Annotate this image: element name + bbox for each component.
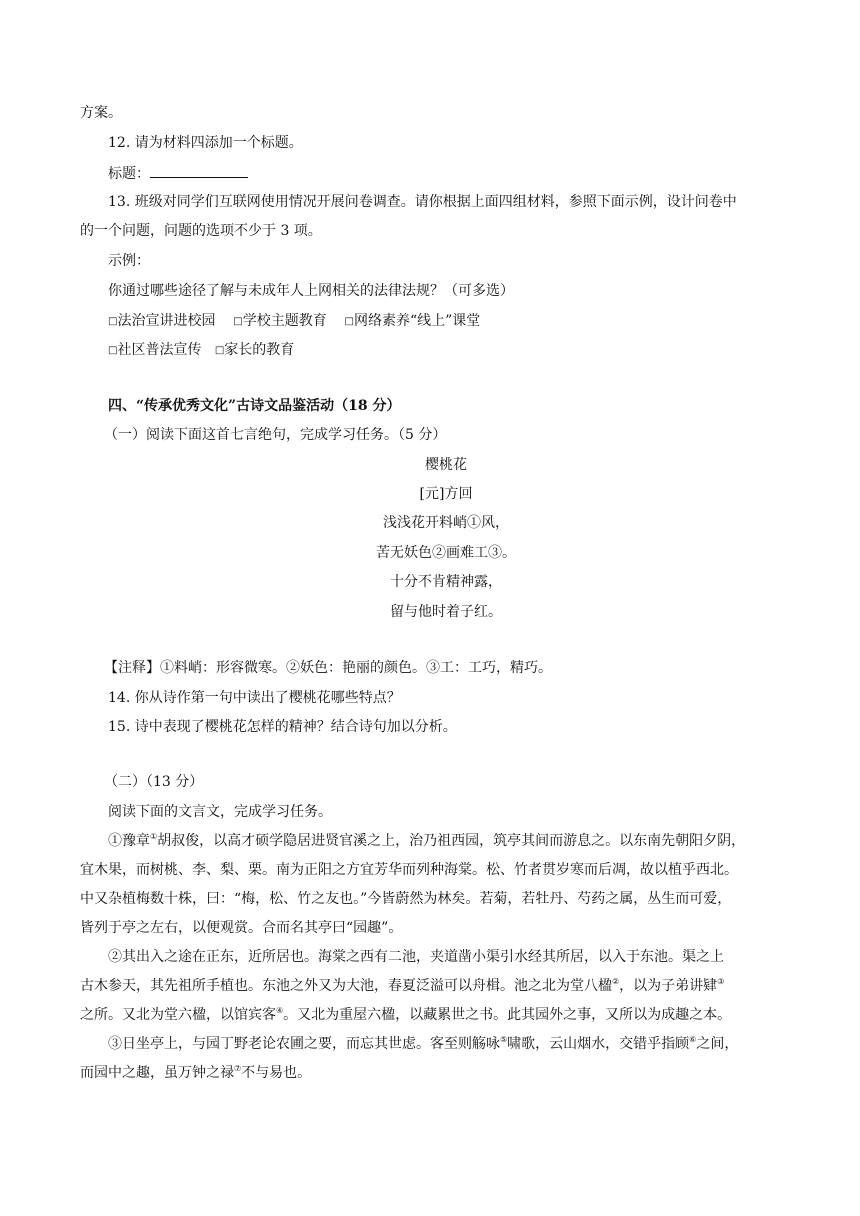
example-question: 你通过哪些途径了解与未成年人上网相关的法律法规？（可多选） (108, 283, 514, 299)
options-row-2 (108, 340, 294, 361)
footnote-marker: ④ (276, 1006, 284, 1015)
classical-p3-line-2 (80, 1063, 311, 1083)
text-segment: ③日坐亭上，与园丁野老论农圃之要，而忘其世虑。客至则觞咏 (108, 1036, 500, 1052)
title-label: 标题： (108, 166, 150, 182)
poem-line-2: 苦无妖色②画难工③。 (376, 545, 516, 561)
text-segment: 啸歌，云山烟水，交错乎指顾 (507, 1036, 690, 1052)
question-14: 14. 你从诗作第一句中读出了樱桃花哪些特点？ (108, 690, 401, 706)
question-12: 12. 请为材料四添加一个标题。 (108, 135, 303, 151)
question-15: 15. 诗中表现了樱桃花怎样的精神？结合诗句加以分析。 (108, 719, 457, 735)
checkbox-icon: □ (108, 316, 118, 327)
text-segment: 。又北为重屋六楹，以藏累世之书。此其园外之事，又所以为成趣之本。 (283, 1007, 732, 1023)
title-answer-line (108, 163, 248, 184)
footnote-marker: ③ (717, 977, 725, 986)
poem-author: [元]方回 (419, 486, 473, 502)
part-2-label: （二）（13 分） (104, 774, 204, 790)
text-segment: 古木参天，其先祖所手植也。东池之外又为大池，春夏泛溢可以舟楫。池之北为堂八楹 (80, 978, 612, 994)
option-4: 社区普法宣传 (117, 342, 202, 358)
text-segment: 之所。又北为堂六楹，以馆宾客 (80, 1007, 276, 1023)
classical-p1-line-4: 皆列于亭之左右，以便观赏。合而名其亭曰“园趣”。 (80, 920, 403, 936)
footnote-marker: ② (612, 977, 620, 986)
classical-p1-line-3: 中又杂植梅数十株，曰：“梅，松、竹之友也。”今皆蔚然为林矣。若菊，若牡丹、芍药之属，丛生而可爱， (80, 891, 732, 907)
question-13-line-1: 13. 班级对同学们互联网使用情况开展问卷调查。请你根据上面四组材料，参照下面示例，设计问卷中 (108, 194, 737, 210)
text-segment: 而园中之趣，虽万钟之禄 (80, 1065, 234, 1081)
footnote-marker: ⑤ (500, 1035, 508, 1044)
classical-p1-line-1 (108, 831, 745, 851)
checkbox-icon: □ (233, 316, 243, 327)
classical-p2-line-3 (80, 1005, 731, 1025)
checkbox-icon: □ (108, 345, 118, 356)
footnote-marker: ① (150, 832, 158, 841)
poem-line-4: 留与他时着子红。 (390, 604, 502, 620)
option-2: 学校主题教育 (242, 313, 327, 329)
classical-p1-line-2: 宜木果，而树桃、李、梨、栗。南为正阳之方宜芳华而列种海棠。松、竹者贯岁寒而后凋，故以植乎西北。 (80, 862, 738, 878)
poem-title: 樱桃花 (425, 457, 467, 473)
poem-line-3: 十分不肯精神露， (390, 574, 502, 590)
part-1-intro: （一）阅读下面这首七言绝句，完成学习任务。（5 分） (104, 427, 447, 443)
options-row-1 (108, 311, 480, 332)
option-3: 网络素养“线上”课堂 (353, 313, 481, 329)
poem-line-1: 浅浅花开料峭①风， (383, 515, 509, 531)
example-label: 示例： (108, 253, 150, 269)
footnote-marker: ⑥ (689, 1035, 697, 1044)
classical-p2-line-1: ②其出入之途在正东，近所居也。海棠之西有二池，夹道凿小渠引水经其所居，以入于东池。渠之上 (108, 949, 724, 965)
continued-text: 方案。 (80, 105, 122, 121)
text-segment: ①豫章 (108, 833, 150, 849)
text-segment: 不与易也。 (241, 1065, 312, 1081)
question-13-line-2: 的一个问题，问题的选项不少于 3 项。 (80, 223, 322, 239)
text-segment: 胡叔俊，以高才硕学隐居进贤官溪之上，治乃祖西园，筑亭其间而游息之。以东南先朝阳夕阴， (157, 833, 746, 849)
section-4-heading: 四、“传承优秀文化”古诗文品鉴活动（18 分） (108, 398, 401, 414)
part-2-intro: 阅读下面的文言文，完成学习任务。 (108, 804, 332, 820)
option-1: 法治宣讲进校园 (117, 313, 216, 329)
classical-p3-line-1 (108, 1034, 738, 1054)
checkbox-icon: □ (214, 345, 225, 356)
poem-annotation: 【注释】①料峭：形容微寒。②妖色：艳丽的颜色。③工：工巧，精巧。 (104, 660, 552, 676)
checkbox-icon: □ (344, 316, 354, 327)
option-5: 家长的教育 (224, 342, 295, 358)
footnote-marker: ⑦ (234, 1064, 242, 1073)
title-blank (150, 163, 248, 178)
text-segment: ，以为子弟讲肄 (619, 978, 718, 994)
classical-p2-line-2 (80, 976, 724, 996)
text-segment: 之间， (696, 1036, 739, 1052)
